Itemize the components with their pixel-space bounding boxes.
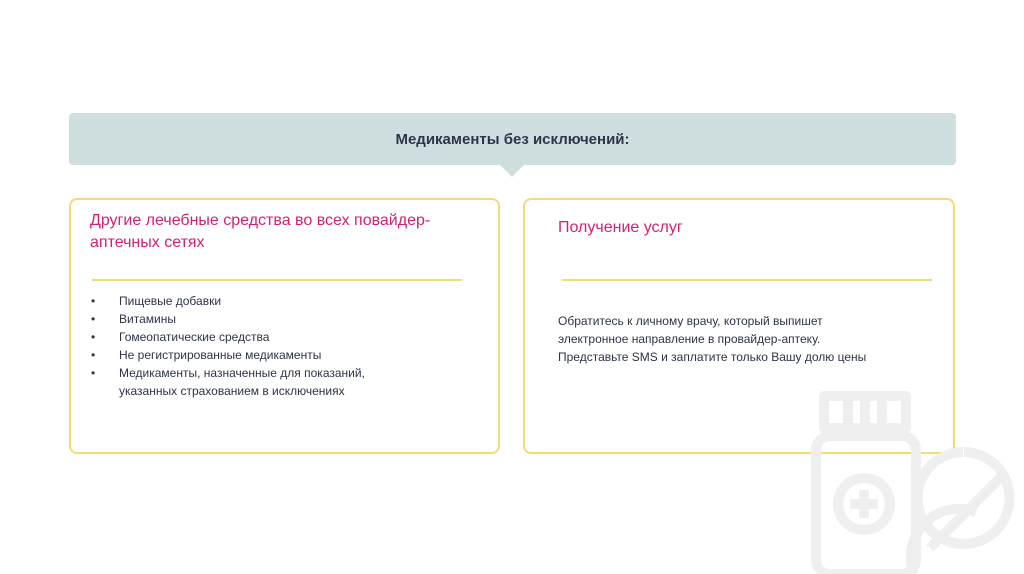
list-item bbox=[90, 292, 490, 310]
services-instructions bbox=[558, 312, 938, 366]
list-item bbox=[90, 346, 490, 364]
list-item-text: Гомеопатические средства bbox=[119, 330, 270, 344]
list-item bbox=[90, 310, 490, 328]
list-item-text: Медикаменты, назначенные для показаний, указанных страхованием в исключениях bbox=[119, 366, 365, 398]
card-title: Другие лечебные средства во всех повайдер-аптечных сетях bbox=[90, 212, 431, 251]
bullet-icon: • bbox=[91, 294, 96, 308]
card-title: Получение услуг bbox=[558, 219, 683, 236]
list-item bbox=[90, 364, 419, 400]
list-item bbox=[90, 328, 490, 346]
bullet-icon: • bbox=[91, 348, 96, 362]
medicine-bottle-pill-icon bbox=[806, 388, 1024, 574]
banner-title: Медикаменты без исключений: bbox=[395, 130, 630, 148]
banner-pointer bbox=[500, 165, 524, 177]
instruction-line: Обратитесь к личному врачу, который выпишет bbox=[558, 314, 823, 328]
bullet-icon: • bbox=[91, 330, 96, 344]
list-item-text: Пищевые добавки bbox=[119, 294, 222, 308]
list-item-text: Витамины bbox=[119, 312, 176, 326]
instruction-line: Представьте SMS и заплатите только Вашу долю цены bbox=[558, 350, 867, 364]
bullet-icon: • bbox=[91, 312, 96, 326]
instruction-line: электронное направление в провайдер-аптеку. bbox=[558, 332, 821, 346]
bullet-icon: • bbox=[91, 366, 96, 380]
exclusions-list bbox=[90, 292, 490, 400]
card-other-remedies bbox=[69, 198, 500, 454]
list-item-text: Не регистрированные медикаменты bbox=[119, 348, 322, 362]
card-divider bbox=[562, 279, 932, 281]
header-banner bbox=[69, 113, 956, 165]
card-divider bbox=[92, 279, 462, 281]
